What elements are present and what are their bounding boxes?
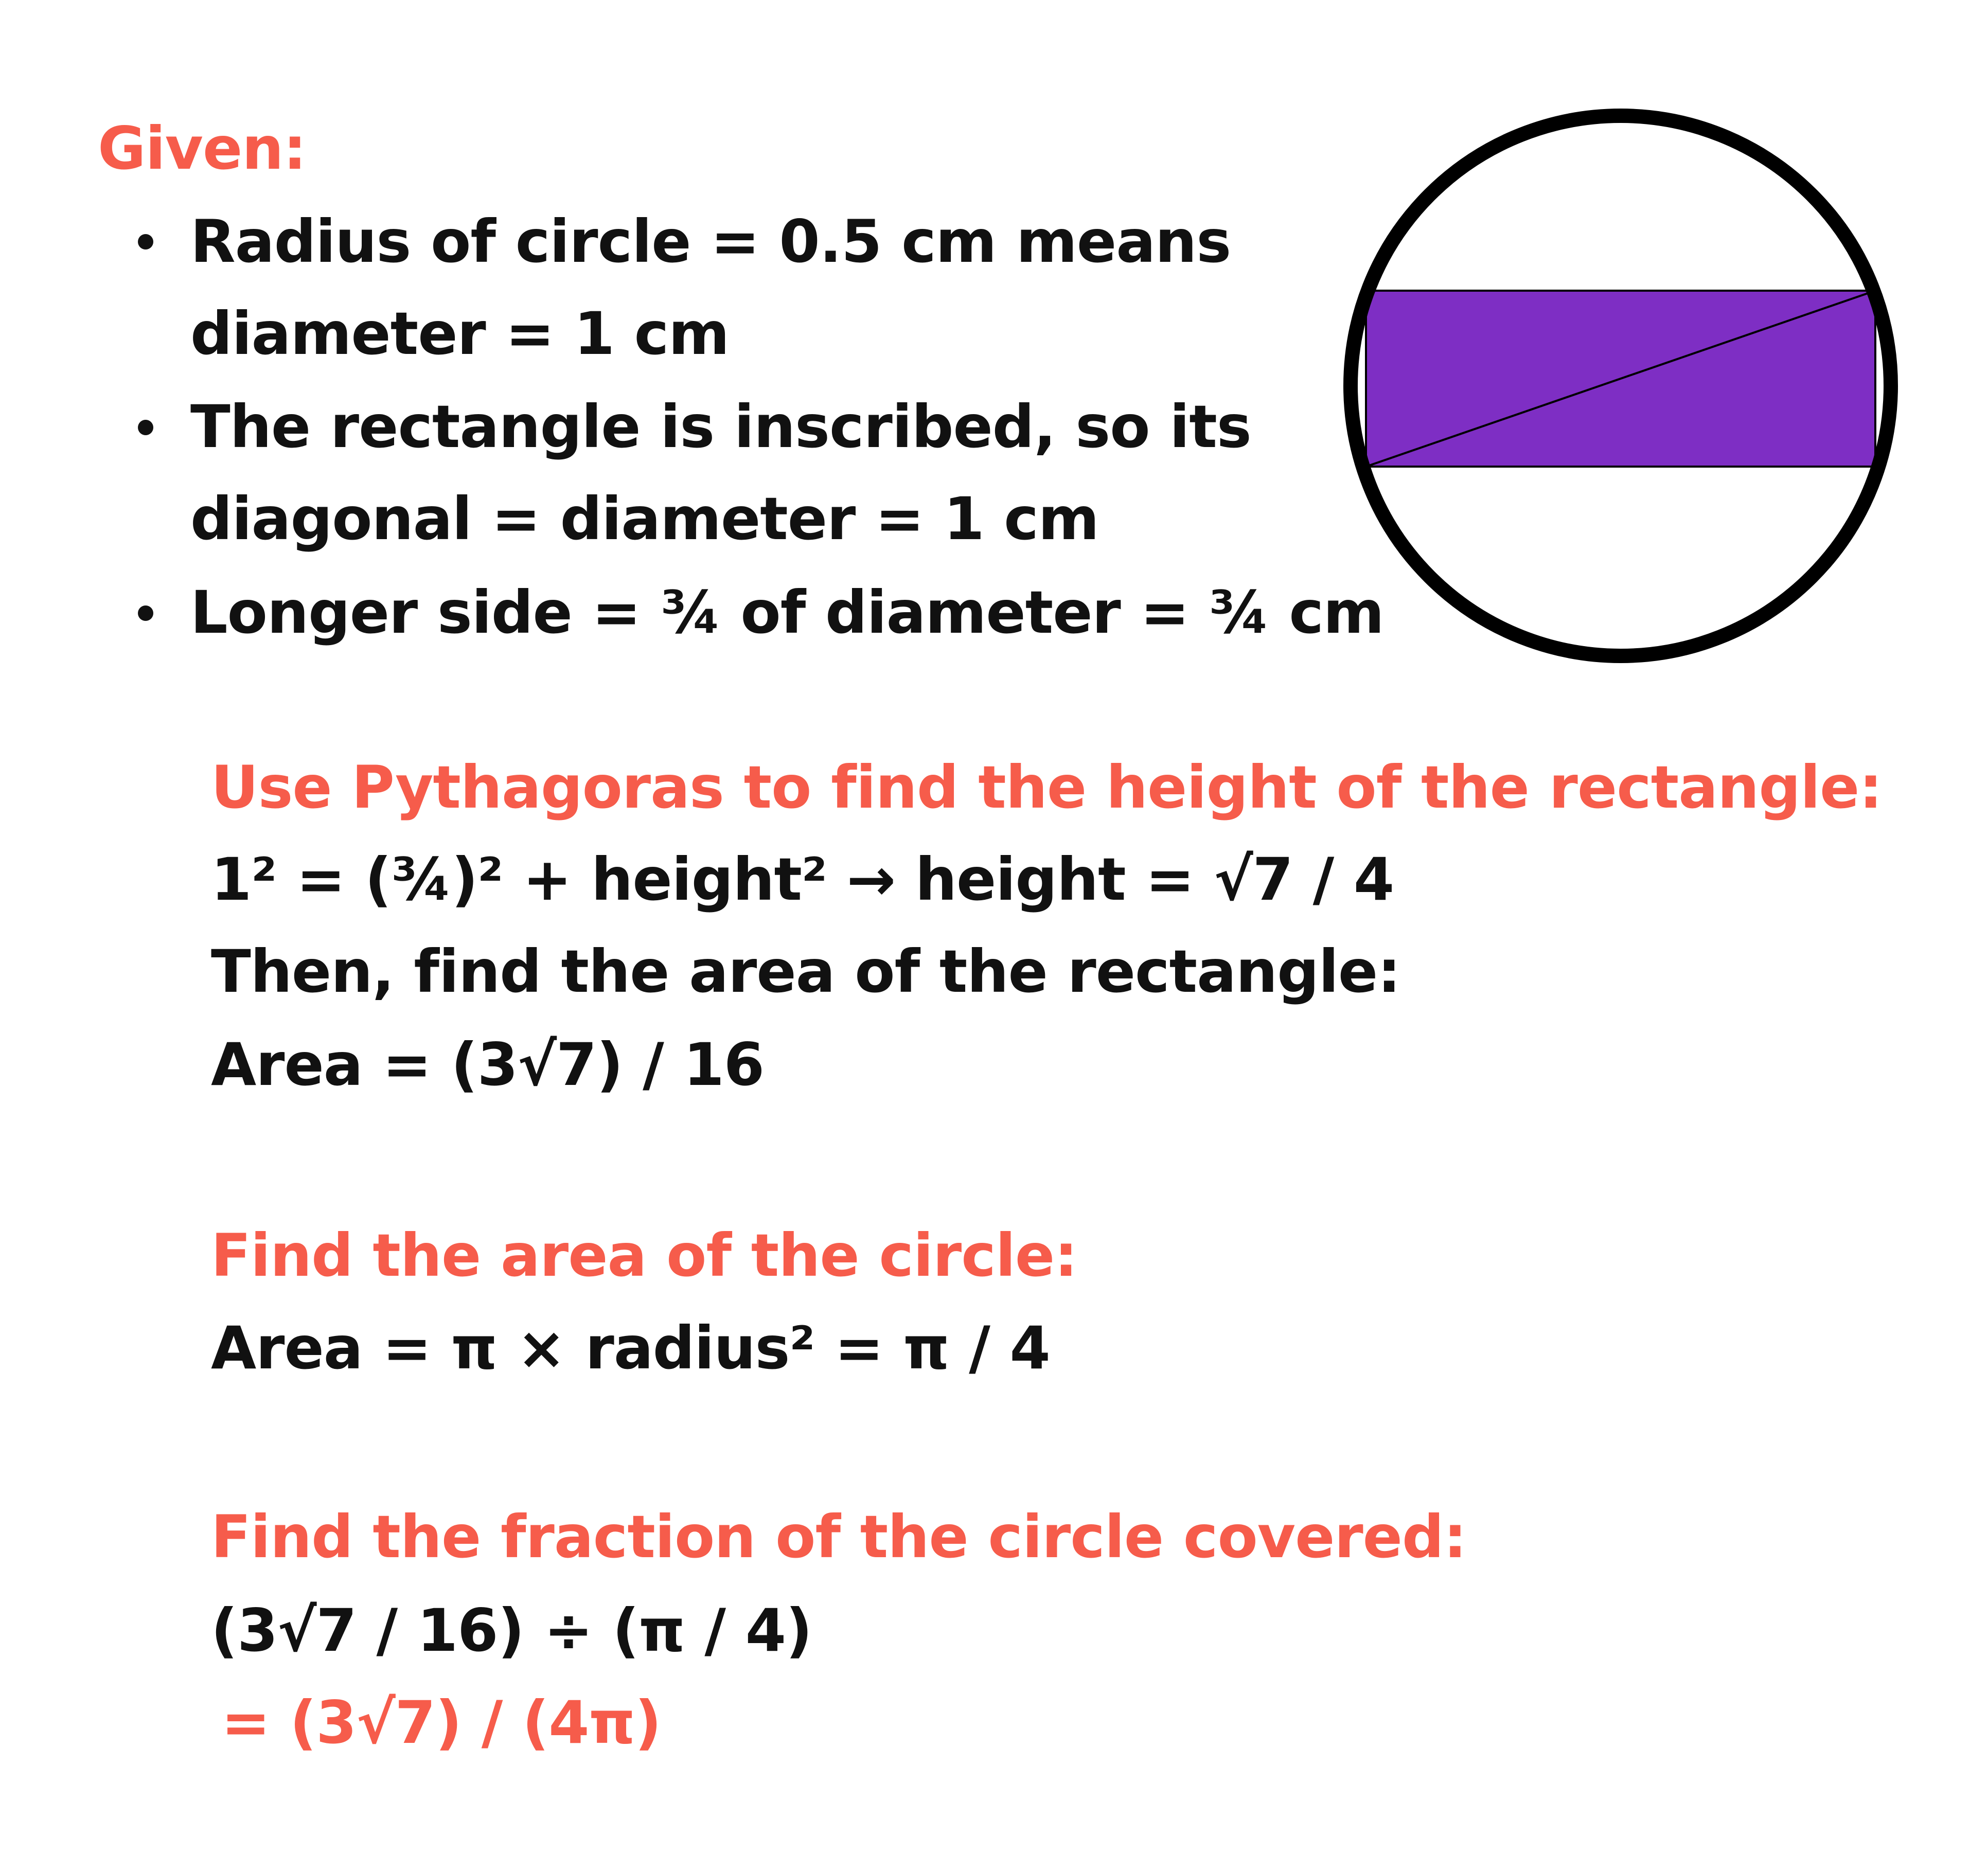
inscribed-rectangle-figure (1330, 95, 1911, 676)
given-bullet-1-line-2: diameter = 1 cm (190, 299, 730, 368)
circle-area-heading: Find the area of the circle: (211, 1221, 1077, 1290)
given-bullet-2-line-2: diagonal = diameter = 1 cm (190, 485, 1099, 553)
rectangle-area-heading: Then, find the area of the rectangle: (211, 937, 1400, 1006)
fraction-heading: Find the fraction of the circle covered: (211, 1503, 1467, 1571)
height-equation: 1² = (¾)² + height² → height = √7 / 4 (211, 845, 1394, 914)
given-bullet-1-line-1: Radius of circle = 0.5 cm means (190, 207, 1231, 276)
given-bullet-3-line-1: Longer side = ¾ of diameter = ¾ cm (190, 578, 1384, 647)
bullet-dot-2 (138, 420, 153, 435)
given-heading: Given: (98, 114, 307, 183)
circle-area-equation: Area = π × radius² = π / 4 (211, 1314, 1050, 1382)
bullet-dot-3 (138, 605, 153, 621)
given-bullet-2-line-1: The rectangle is inscribed, so its (190, 393, 1251, 461)
rectangle-area-equation: Area = (3√7) / 16 (211, 1030, 765, 1099)
bullet-dot-1 (138, 234, 153, 249)
pythagoras-heading: Use Pythagoras to find the height of the rectangle: (211, 753, 1882, 822)
fraction-expression: (3√7 / 16) ÷ (π / 4) (211, 1596, 812, 1665)
fraction-result: = (3√7) / (4π) (221, 1688, 661, 1757)
